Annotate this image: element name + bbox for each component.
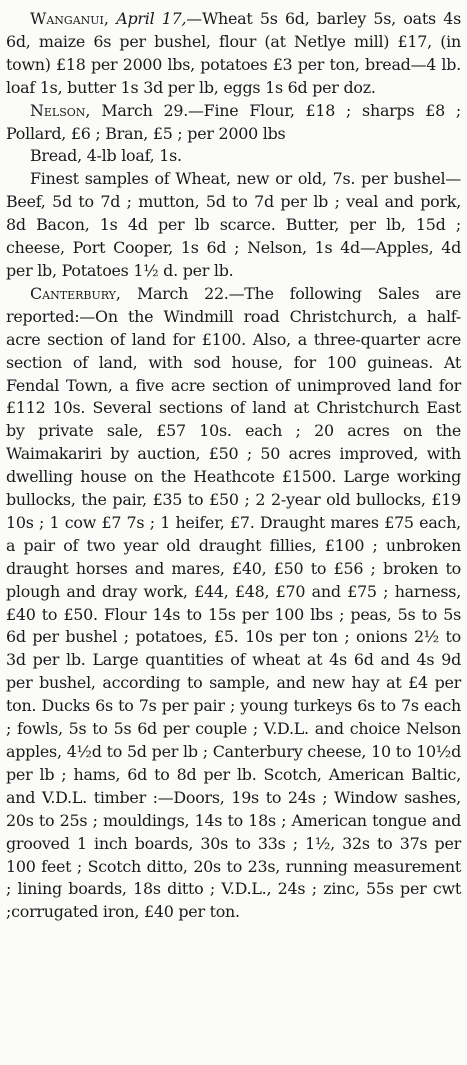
- place-name: Canterbury,: [30, 283, 121, 303]
- place-name: Nelson,: [30, 100, 91, 120]
- report-date: April 17,: [116, 9, 187, 28]
- paragraph-text: March 22.—The following Sales are reported:—On the Windmill road Christchurch, a half-acre section of land for £100. Also, a three-quarter acre section of land, with sod house, for 100 guineas. At Fendal Town, a five acre section of unimproved land for £112 10s. Several sections of land at Christchurch East by private sale, £57 10s. each ; 20 acres on the Waimakariri by auction, £50 ; 50 acres improved, with dwelling house on the Heathcote £1500. Large working bullocks, the pair, £35 to £50 ; 2 2-year old bullocks, £19 10s ; 1 cow £7 7s ; 1 heifer, £7. Draught mares £75 each, a pair of two year old draught fillies, £100 ; unbroken draught horses and mares, £40, £50 to £56 ; broken to plough and dray work, £44, £48, £70 and £75 ; harness, £40 to £50. Flour 14s to 15s per 100 lbs ; peas, 5s to 5s 6d per bushel ; potatoes, £5. 10s per ton ; onions 2½ to 3d per lb. Large quantities of wheat at 4s 6d and 4s 9d per bushel, according to sample, and new hay at £4 per ton. Ducks 6s to 7s per pair ; young turkeys 6s to 7s each ; fowls, 5s to 5s 6d per couple ; V.D.L. and choice Nelson apples, 4½d to 5d per lb ; Canterbury cheese, 10 to 10½d per lb ; hams, 6d to 8d per lb. Scotch, American Baltic, and V.D.L. timber :—Doors, 19s to 24s ; Window sashes, 20s to 25s ; mouldings, 14s to 18s ; American tongue and grooved 1 inch boards, 30s to 33s ; 1½, 32s to 37s per 100 feet ; Scotch ditto, 20s to 23s, running measurement ; lining boards, 18s ditto ; V.D.L., 24s ; zinc, 55s per cwt ;corrugated iron, £40 per ton.: [6, 283, 461, 922]
- paragraph-text: Bread, 4-lb loaf, 1s.: [30, 146, 182, 166]
- place-name: Wanganui,: [30, 9, 109, 28]
- paragraph-wanganui: [6, 8, 461, 100]
- paragraph-text: Finest samples of Wheat, new or old, 7s. per bushel—Beef, 5d to 7d ; mutton, 5d to 7d per lb ; veal and pork, 8d Bacon, 1s 4d per lb scarce. Butter, per lb, 15d ; cheese, Port Cooper, 1s 6d ; Nelson, 1s 4d—Apples, 4d per lb, Potatoes 1½ d. per lb.: [6, 169, 461, 280]
- paragraph-nelson: [6, 100, 461, 146]
- paragraph-text: March 29.—Fine Flour, £18 ; sharps £8 ; Pollard, £6 ; Bran, £5 ; per 2000 lbs: [6, 100, 461, 143]
- paragraph-text: —Wheat 5s 6d, barley 5s, oats 4s 6d, maize 6s per bushel, flour (at Netlye mill) £17, (in town) £18 per 2000 lbs, potatoes £3 per ton, bread—4 lb. loaf 1s, butter 1s 3d per lb, eggs 1s 6d per doz.: [6, 9, 461, 97]
- paragraph-bread: [6, 145, 461, 168]
- paragraph-canterbury: [6, 283, 461, 924]
- paragraph-nelson-prices: [6, 168, 461, 283]
